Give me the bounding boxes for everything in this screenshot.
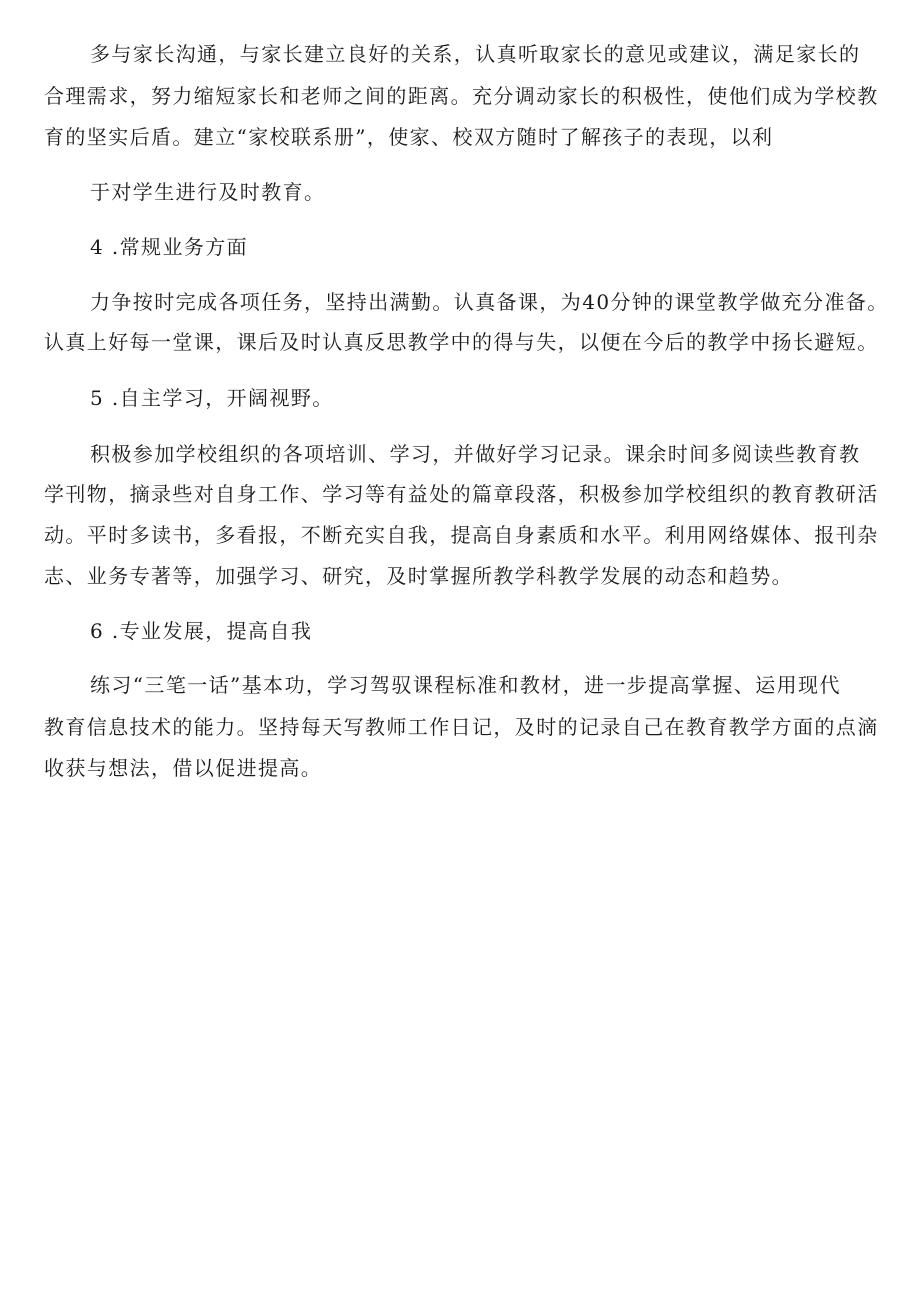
paragraph-line: 练习“三笔一话”基本功，学习驾驭课程标准和教材，进一步提高掌握、运用现代 [90, 673, 841, 697]
paragraph-line: 合理需求，努力缩短家长和老师之间的距离。充分调动家长的积极性，使他们成为学校教 [44, 84, 879, 108]
section-heading: 6 .专业发展，提高自我 [90, 619, 313, 643]
section-heading: 5 .自主学习，开阔视野。 [90, 386, 334, 410]
paragraph-line: 学刊物，摘录些对自身工作、学习等有益处的篇章段落，积极参加学校组织的教育教研活 [44, 482, 879, 506]
paragraph-line: 于对学生进行及时教育。 [90, 180, 326, 204]
paragraph-line: 认真上好每一堂课，课后及时认真反思教学中的得与失，以便在今后的教学中扬长避短。 [44, 330, 879, 354]
section-heading: 4 .常规业务方面 [90, 235, 249, 259]
paragraph-line: 积极参加学校组织的各项培训、学习，并做好学习记录。课余时间多阅读些教育教 [90, 442, 861, 466]
paragraph-line: 力争按时完成各项任务，坚持出满勤。认真备课，为40分钟的课堂教学做充分准备。 [90, 290, 889, 314]
paragraph-line: 教育信息技术的能力。坚持每天写教师工作日记，及时的记录自己在教育教学方面的点滴 [44, 715, 879, 739]
paragraph-line: 多与家长沟通，与家长建立良好的关系，认真听取家长的意见或建议，满足家长的 [90, 42, 861, 66]
paragraph-line: 动。平时多读书，多看报，不断充实自我，提高自身素质和水平。利用网络媒体、报刊杂 [44, 523, 879, 547]
paragraph-line: 志、业务专著等，加强学习、研究，及时掌握所教学科教学发展的动态和趋势。 [44, 564, 793, 588]
paragraph-line: 育的坚实后盾。建立“家校联系册”，使家、校双方随时了解孩子的表现，以利 [44, 125, 774, 149]
paragraph-line: 收获与想法，借以促进提高。 [44, 756, 323, 780]
